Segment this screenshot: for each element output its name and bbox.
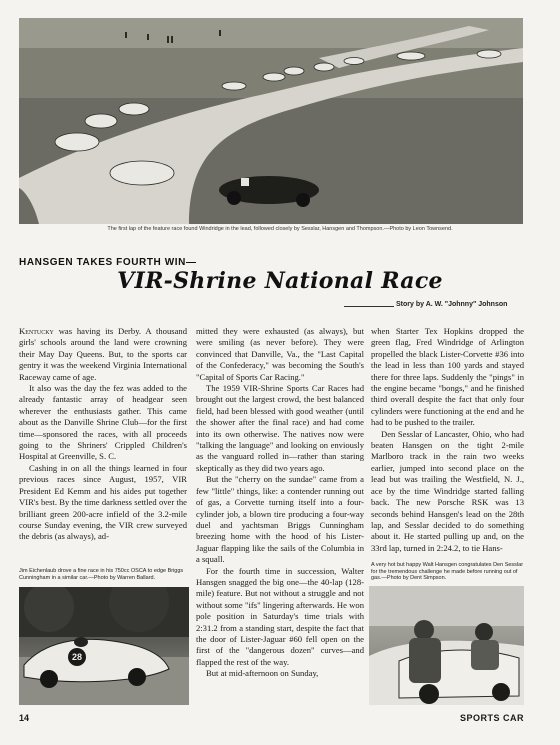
article-headline: VIR-Shrine National Race bbox=[117, 268, 443, 294]
osca-race-photo-art bbox=[19, 587, 189, 705]
paragraph: when Starter Tex Hopkins dropped the green flag, Fred Windridge of Arlington propelled the black Lister-Corvette #36 into the lead in less than 100 yards and stayed there for three laps. Suddenly the "pings" in the engine became "bongs," and he finished third overall despite the fact that only four cylinders were functioning at the end and he had to be pushed to the trailer. bbox=[371, 326, 524, 428]
paragraph: But the "cherry on the sundae" came from a few "little" things, like: a contender running out of gas, a Corvette turning itself into a four-cylinder job, a blown tire producing a four-way duel and yachtsman Briggs Cunningham breezing home with the hood of his Lister-Jaguar flapping like the sails of the Columbia in a squall. bbox=[196, 474, 364, 565]
top-photo-caption: The first lap of the feature race found Windridge in the lead, followed closely by Sesslar, Hansgen and Thompson.—Photo by Leon Townsend. bbox=[107, 226, 453, 232]
page-number: 14 bbox=[19, 713, 30, 723]
text-column-1 bbox=[19, 326, 187, 543]
car-number: 28 bbox=[71, 652, 83, 662]
paragraph: The 1959 VIR-Shrine Sports Car Races had brought out the largest crowd, the best balanced field, had been blessed with good weather (until the shower after the final race) and had come into its own otherwise. The natives now were "talking the language" and looking on enviously as the vanguard rolled in—rather than staring skeptically as they did two years ago. bbox=[196, 383, 364, 473]
article-byline: Story by A. W. "Johnny" Johnson bbox=[396, 301, 508, 308]
paragraph-text: was having its Derby. A thousand girls' schools around the land were crowning their May Day Queens. But, to the sports car gentry it was the weekend Virginia International Raceway came of age. bbox=[19, 326, 187, 382]
hansgen-sesslar-photo-art bbox=[369, 586, 524, 705]
left-photo-caption: Jim Eichenlaub drove a fine race in his 750cc OSCA to edge Briggs Cunningham in a similar car.—Photo by Warren Ballard. bbox=[19, 568, 184, 581]
paragraph: Den Sesslar of Lancaster, Ohio, who had beaten Hansgen on the tight 2-mile Marlboro track in the rain two weeks earlier, jumped into second place on the lead but was trailing the Westfield, N. J., ace by the time Windridge started falling back. The new Porsche RSK was 13 seconds behind Hansgen's lead on the 28th lap, and Sesslar decided to do something about it. He started pulling up and, on the 33rd lap, turned in 2:24.2, to tie Hans- bbox=[371, 428, 524, 553]
magazine-name: SPORTS CAR bbox=[459, 713, 524, 723]
hansgen-sesslar-photo bbox=[369, 586, 524, 705]
paragraph: For the fourth time in succession, Walter Hansgen snagged the big one—the 40-lap (128-mile) feature. But not without a struggle and not without some "ifs" lingering afterwards. He won pole position in Saturday's time trials with 2:31.2 from a standing start, despite the fact that the door of Lister-Jaguar #60 fell open on the first of the "dangerous dozen" curves—and flapped the rest of the way. bbox=[196, 565, 364, 667]
osca-race-photo bbox=[19, 587, 189, 705]
paragraph: It also was the day the fez was added to the already fantastic array of headgear seen wherever the enthusiasts gather. This came about as the Danville Shrine Club—for the first time—sponsored the races, with all proceeds going to the Shriners' Crippled Children's Hospital at Greenville, S. C. bbox=[19, 383, 187, 462]
paragraph bbox=[19, 326, 187, 383]
right-photo-caption: A very hot but happy Walt Hansgen congratulates Den Sesslar for the tremendous challenge he made before running out of gas.—Photo by Dent Simpson. bbox=[371, 562, 524, 582]
race-start-photo-art bbox=[19, 18, 523, 224]
lead-word: Kentucky bbox=[19, 326, 54, 336]
text-column-2 bbox=[196, 326, 364, 680]
paragraph: But at mid-afternoon on Sunday, bbox=[206, 668, 319, 679]
text-column-3 bbox=[371, 326, 524, 554]
race-start-photo bbox=[19, 18, 523, 224]
article-kicker: HANSGEN TAKES FOURTH WIN— bbox=[19, 257, 197, 268]
byline-rule bbox=[344, 306, 394, 307]
paragraph: Cashing in on all the things learned in four previous races since August, 1957, VIR President Ed Kemm and his aides put together VIR's best. By the time darkness settled over the brilliant green 200-acre infield of the 3.2-mile course Sunday evening, the VIR crew surveyed the debris (as always), ad- bbox=[19, 462, 187, 542]
paragraph: mitted they were exhausted (as always), but were smiling (as never before). They were convinced that Danville, Va., the "Last Capital of the Confederacy," was becoming the South's "Capital of Sports Car Racing." bbox=[196, 326, 364, 382]
